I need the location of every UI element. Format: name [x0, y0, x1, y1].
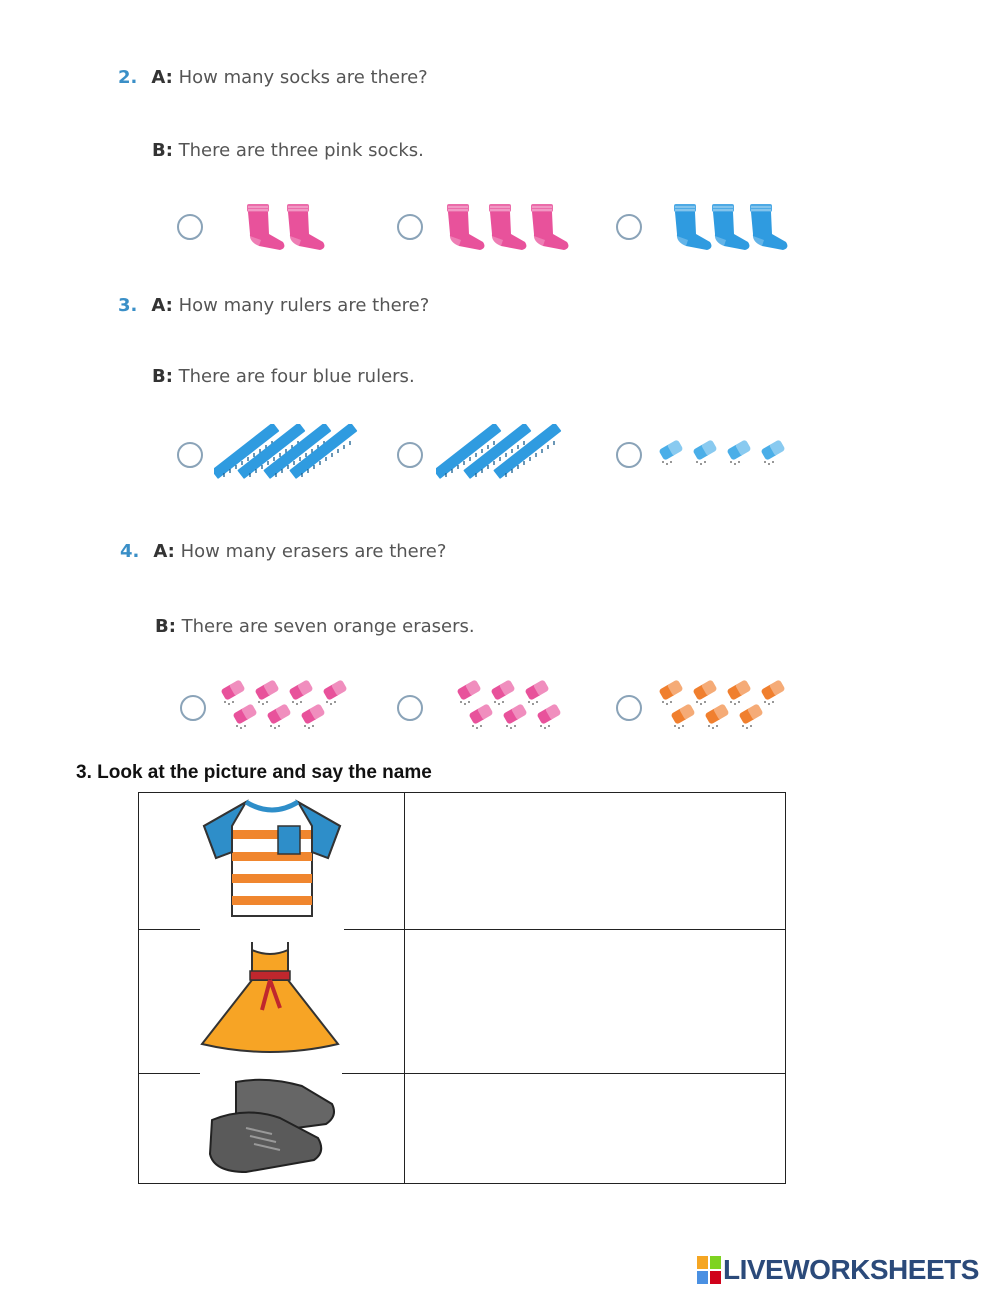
q2-option-1-radio[interactable] — [177, 214, 203, 240]
speaker-b-label: B: — [155, 616, 176, 637]
question-2-line-b — [152, 140, 424, 161]
q3-option-2-picture — [436, 424, 586, 484]
sock-icon — [447, 204, 484, 250]
speaker-b-label: B: — [152, 366, 173, 387]
q3-option-1-picture — [214, 424, 374, 484]
q2-option-3-radio[interactable] — [616, 214, 642, 240]
sock-icon — [531, 204, 568, 250]
eraser-icon — [726, 439, 751, 465]
eraser-icon — [524, 680, 549, 705]
eraser-icon — [266, 703, 291, 729]
logo-blocks-icon — [697, 1255, 723, 1285]
brand-name: LIVEWORKSHEETS — [723, 1254, 979, 1285]
eraser-icon — [288, 680, 313, 705]
question-text: How many erasers are there? — [180, 541, 447, 562]
sock-icon — [247, 204, 284, 250]
q2-option-3-picture — [672, 200, 812, 256]
q3-option-3-picture — [656, 438, 806, 478]
question-number: 2. — [118, 67, 138, 88]
speaker-a-label: A: — [151, 295, 173, 316]
eraser-icon — [456, 680, 481, 705]
q4-option-3-picture — [656, 680, 806, 740]
eraser-icon — [254, 680, 279, 705]
answer-text: There are three pink socks. — [178, 140, 424, 161]
eraser-icon — [490, 680, 515, 705]
dress-answer-input[interactable] — [406, 985, 788, 1023]
t-shirt-answer-input[interactable] — [406, 845, 788, 883]
q4-option-1-radio[interactable] — [180, 695, 206, 721]
speaker-a-label: A: — [153, 541, 175, 562]
answer-text: There are four blue rulers. — [178, 366, 415, 387]
question-text: How many socks are there? — [178, 67, 428, 88]
table-row-divider — [344, 929, 786, 930]
eraser-icon — [502, 703, 527, 729]
eraser-icon — [726, 680, 751, 705]
eraser-icon — [300, 703, 325, 729]
q4-option-2-radio[interactable] — [397, 695, 423, 721]
sock-icon — [750, 204, 787, 250]
sock-icon — [712, 204, 749, 250]
q3-option-1-radio[interactable] — [177, 442, 203, 468]
eraser-icon — [760, 439, 785, 465]
q2-option-2-radio[interactable] — [397, 214, 423, 240]
question-4-line-a — [120, 541, 446, 562]
answer-text: There are seven orange erasers. — [181, 616, 475, 637]
q4-option-1-picture — [218, 680, 368, 740]
eraser-icon — [760, 680, 785, 705]
speaker-a-label: A: — [151, 67, 173, 88]
question-number: 3. — [118, 295, 138, 316]
eraser-icon — [658, 439, 683, 465]
eraser-icon — [322, 680, 347, 705]
sock-icon — [287, 204, 324, 250]
q3-option-3-radio[interactable] — [616, 442, 642, 468]
eraser-icon — [692, 439, 717, 465]
question-2-line-a — [118, 67, 428, 88]
shoes-answer-input[interactable] — [406, 1112, 788, 1150]
speaker-b-label: B: — [152, 140, 173, 161]
q4-option-3-radio[interactable] — [616, 695, 642, 721]
dress-icon — [200, 938, 340, 1058]
t-shirt-icon — [198, 796, 346, 920]
eraser-icon — [738, 703, 763, 729]
eraser-icon — [536, 703, 561, 729]
liveworksheets-logo — [697, 1254, 979, 1286]
q2-option-1-picture — [245, 200, 355, 256]
shoes-icon — [206, 1076, 340, 1176]
eraser-icon — [692, 680, 717, 705]
table-row-divider — [342, 1073, 786, 1074]
question-4-line-b — [155, 616, 475, 637]
eraser-icon — [658, 680, 683, 705]
eraser-icon — [232, 703, 257, 729]
table-divider — [404, 792, 405, 1184]
eraser-icon — [670, 703, 695, 729]
table-row-divider — [138, 929, 200, 930]
table-row-divider — [138, 1073, 200, 1074]
question-text: How many rulers are there? — [178, 295, 430, 316]
question-3-line-b — [152, 366, 415, 387]
sock-icon — [489, 204, 526, 250]
eraser-icon — [220, 680, 245, 705]
section-3-title: 3. Look at the picture and say the name — [76, 762, 432, 783]
eraser-icon — [704, 703, 729, 729]
q4-option-2-picture — [454, 680, 584, 740]
q2-option-2-picture — [445, 200, 585, 256]
sock-icon — [674, 204, 711, 250]
question-number: 4. — [120, 541, 140, 562]
q3-option-2-radio[interactable] — [397, 442, 423, 468]
question-3-line-a — [118, 295, 429, 316]
eraser-icon — [468, 703, 493, 729]
